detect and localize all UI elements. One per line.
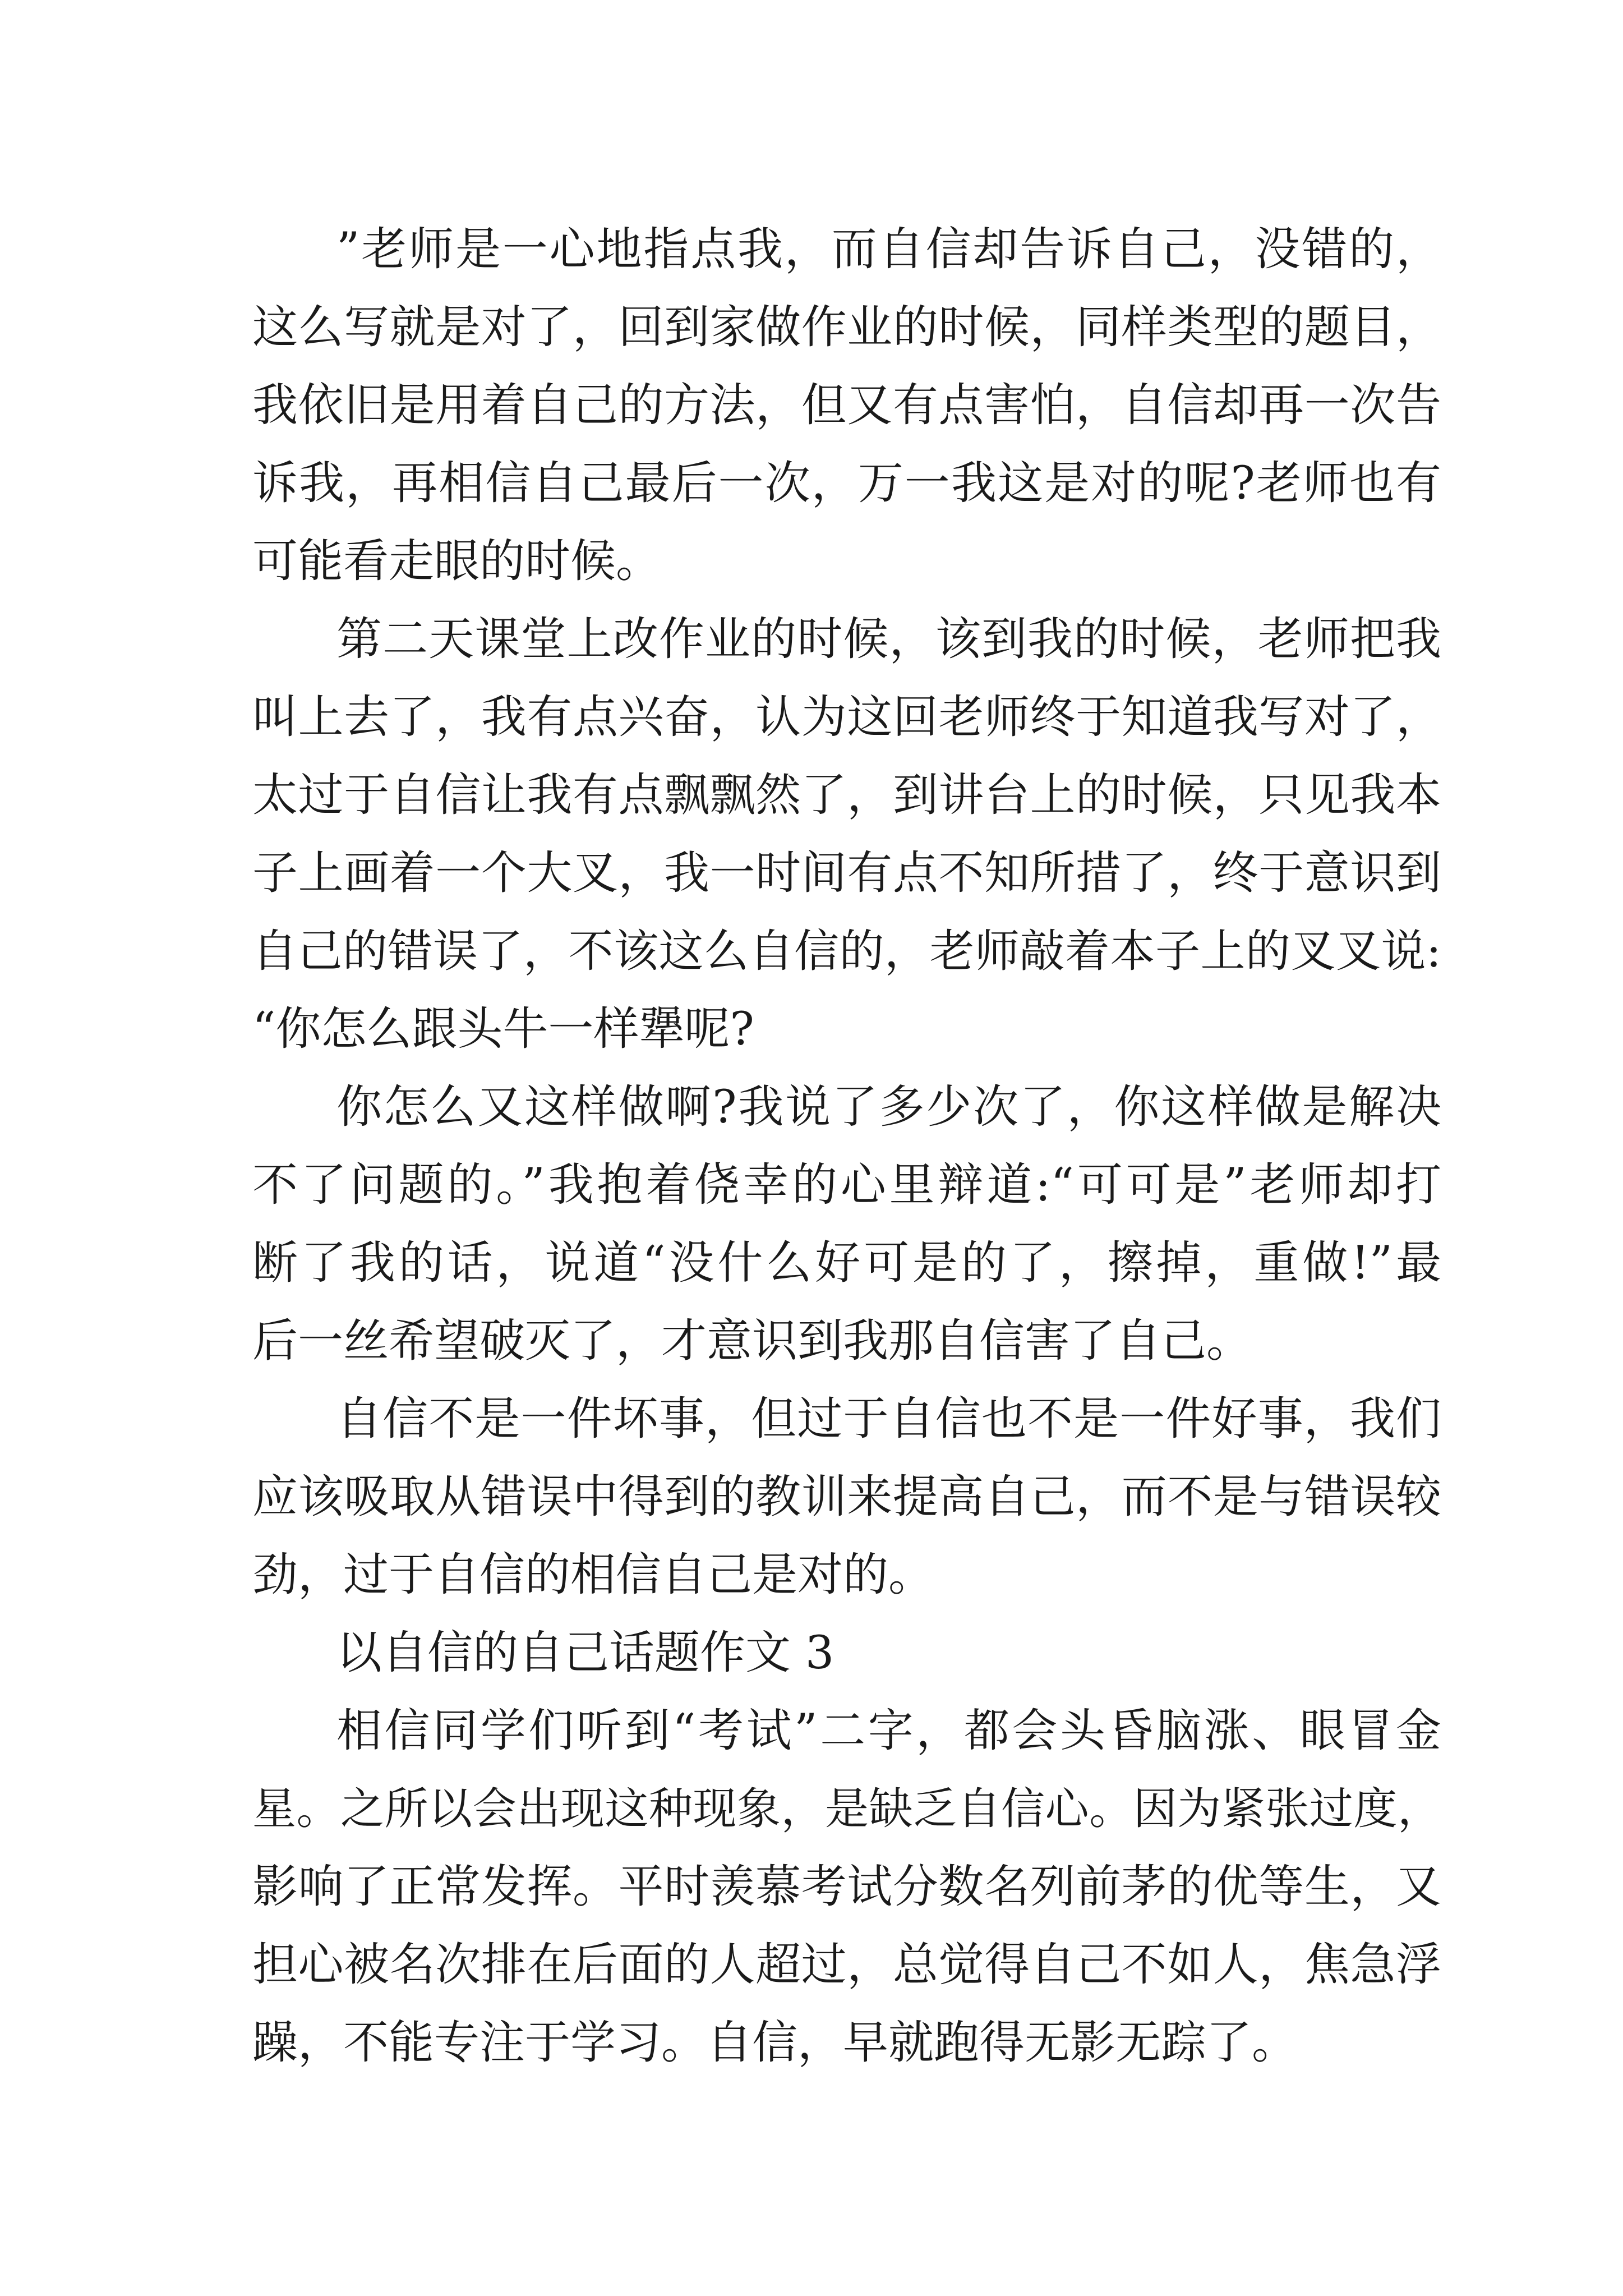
text-line: 劲，过于自信的相信自己是对的。: [252, 1549, 934, 1602]
text-line: 第二天课堂上改作业的时候，该到我的时候，老师把我: [336, 613, 1441, 666]
text-line: 影响了正常发挥。平时羡慕考试分数名列前茅的优等生，又: [252, 1861, 1441, 1913]
text-line: 自己的错误了，不该这么自信的，老师敲着本子上的叉叉说:: [252, 925, 1441, 977]
text-line: 这么写就是对了，回到家做作业的时候，同样类型的题目，: [252, 301, 1441, 354]
text-line: 后一丝希望破灭了，才意识到我那自信害了自己。: [252, 1315, 1252, 1368]
text-line: 断了我的话，说道“没什么好可是的了，擦掉，重做!”最: [252, 1237, 1441, 1290]
text-line: 可能看走眼的时候。: [252, 535, 662, 588]
text-line: 诉我，再相信自己最后一次，万一我这是对的呢?老师也有: [252, 457, 1441, 510]
text-line: 应该吸取从错误中得到的教训来提高自己，而不是与错误较: [252, 1471, 1441, 1524]
text-line: 自信不是一件坏事，但过于自信也不是一件好事，我们: [336, 1393, 1441, 1446]
text-line: 相信同学们听到“考试”二字，都会头昏脑涨、眼冒金: [336, 1705, 1441, 1757]
text-line: 星。之所以会出现这种现象，是缺乏自信心。因为紧张过度，: [252, 1784, 1441, 1834]
section-heading: 以自信的自己话题作文 3: [336, 1627, 834, 1680]
text-line: ”老师是一心地指点我，而自信却告诉自己，没错的，: [336, 223, 1441, 276]
text-line: 躁，不能专注于学习。自信，早就跑得无影无踪了。: [252, 2017, 1298, 2069]
text-line: 担心被名次排在后面的人超过，总觉得自己不如人，焦急浮: [252, 1939, 1441, 1991]
text-line: 子上画着一个大叉，我一时间有点不知所措了，终于意识到: [252, 847, 1441, 900]
text-line: 你怎么又这样做啊?我说了多少次了，你这样做是解决: [336, 1081, 1441, 1134]
text-line: 我依旧是用着自己的方法，但又有点害怕，自信却再一次告: [252, 379, 1441, 432]
text-line: “你怎么跟头牛一样犟呢?: [252, 1003, 754, 1056]
text-line: 叫上去了，我有点兴奋，认为这回老师终于知道我写对了，: [252, 691, 1441, 744]
text-line: 太过于自信让我有点飘飘然了，到讲台上的时候，只见我本: [252, 769, 1441, 822]
text-line: 不了问题的。”我抱着侥幸的心里辩道:“可可是”老师却打: [252, 1159, 1441, 1212]
